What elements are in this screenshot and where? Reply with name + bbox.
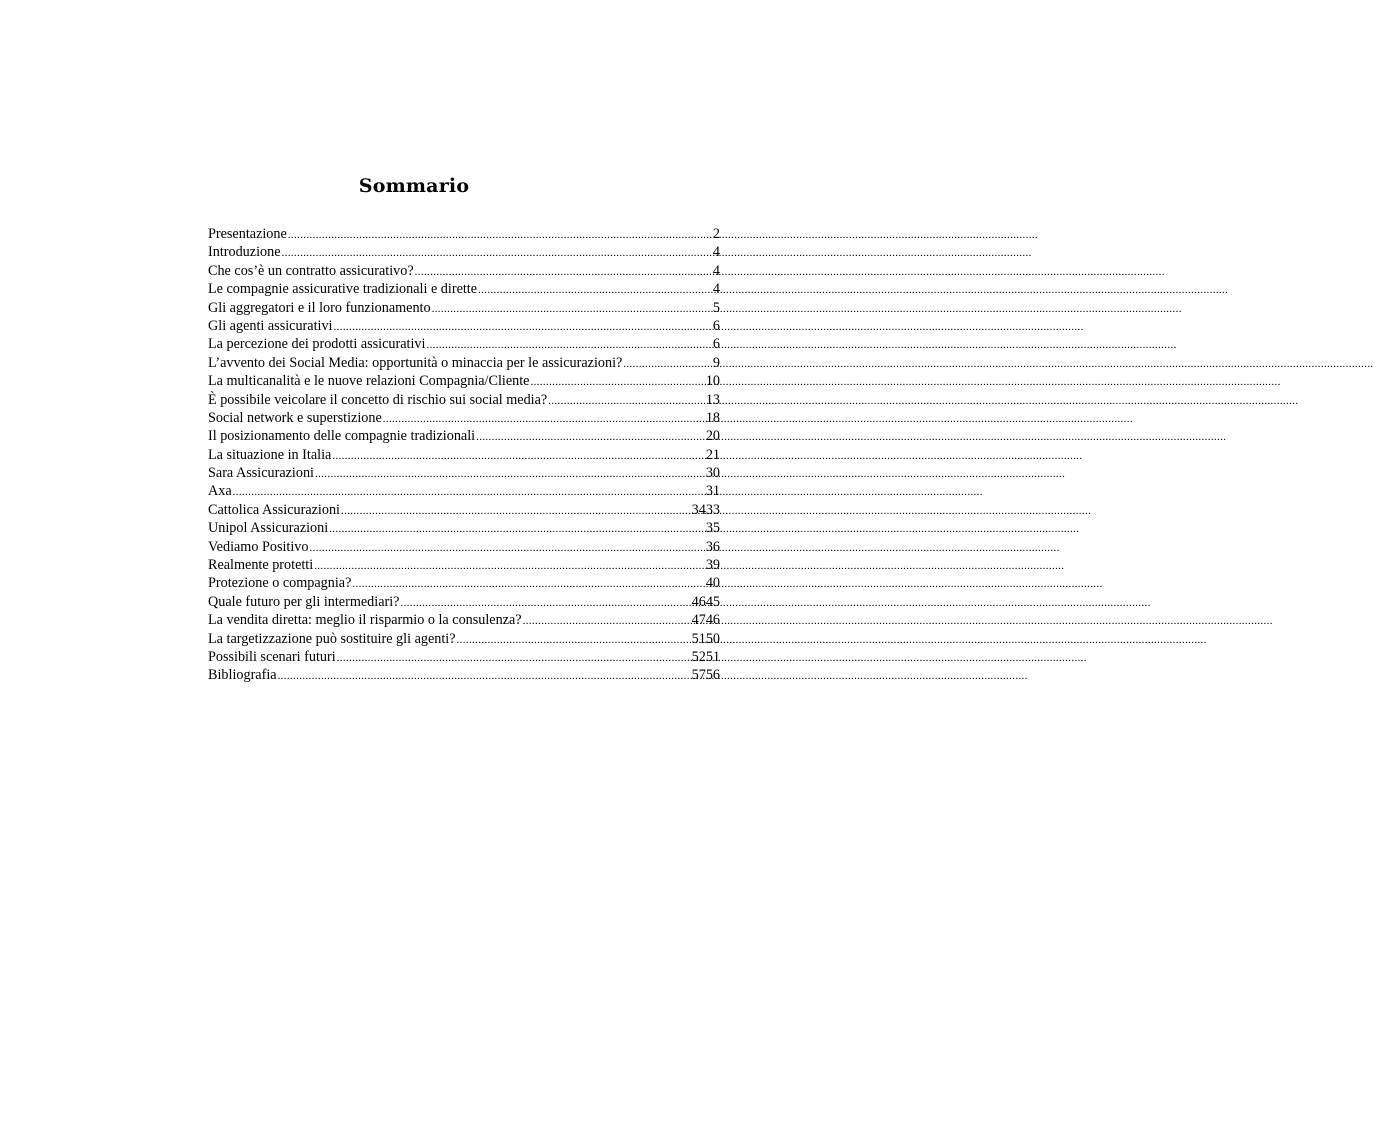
dot-leader: [457, 631, 691, 649]
toc-entry-page: 2: [712, 226, 720, 242]
toc-entry-title: Cattolica Assicurazioni: [208, 501, 340, 518]
dot-leader: [315, 465, 705, 483]
toc-entry-title: Possibili scenari futuri: [208, 648, 336, 665]
toc-entry-page: 21: [705, 446, 720, 463]
dot-leader: [523, 612, 691, 630]
toc-entry-page: 6: [712, 336, 720, 353]
toc-entry[interactable]: [208, 538, 720, 556]
dot-leader: [383, 410, 705, 428]
toc-entry[interactable]: [208, 593, 720, 611]
toc-entry-page: 30: [705, 465, 720, 482]
toc-entry-page: 5756: [691, 667, 720, 684]
toc-entry[interactable]: [208, 280, 720, 298]
toc-entry-title: La percezione dei prodotti assicurativi: [208, 336, 426, 353]
toc-entry-page: 10: [705, 373, 720, 390]
toc-entry-title: È possibile veicolare il concetto di rischio sui social media?: [208, 391, 548, 408]
dot-leader: [334, 318, 712, 336]
toc-entry[interactable]: [208, 372, 720, 390]
toc-entry-title: Sara Assicurazioni: [208, 465, 314, 482]
dot-leader: [548, 392, 705, 410]
toc-entry[interactable]: [208, 409, 720, 427]
toc-entry[interactable]: [208, 630, 720, 648]
toc-entry-page: 4645: [691, 593, 720, 610]
toc-entry-title: Unipol Assicurazioni: [208, 520, 329, 537]
toc-entry-title: La vendita diretta: meglio il risparmio o la consulenza?: [208, 612, 522, 629]
toc-entry-title: Axa: [208, 483, 232, 500]
toc-entry[interactable]: [208, 427, 720, 445]
toc-entry-title: L’avvento dei Social Media: opportunità o minaccia per le assicurazioni?: [208, 354, 623, 371]
dot-leader: [478, 281, 712, 299]
toc-entry[interactable]: [208, 648, 720, 666]
toc-entry-page: 4: [712, 281, 720, 298]
toc-entry[interactable]: [208, 501, 720, 519]
toc-entry-title: Bibliografia: [208, 667, 277, 684]
toc-entry-title: Realmente protetti: [208, 557, 314, 574]
toc-entry-page: 6: [712, 317, 720, 334]
dot-leader: [476, 428, 705, 446]
toc-entry[interactable]: [208, 262, 720, 280]
dot-leader: [426, 336, 711, 354]
table-of-contents: [208, 225, 720, 685]
toc-entry-page: 4746: [691, 612, 720, 629]
toc-entry-title: La multicanalità e le nuove relazioni Compagnia/Cliente: [208, 373, 530, 390]
toc-entry-title: Le compagnie assicurative tradizionali e dirette: [208, 281, 478, 298]
dot-leader: [282, 244, 712, 262]
dot-leader: [530, 373, 704, 391]
toc-entry-page: 5251: [691, 648, 720, 665]
toc-entry[interactable]: [208, 299, 720, 317]
toc-entry-page: 36: [705, 538, 720, 555]
toc-entry[interactable]: [208, 556, 720, 574]
toc-entry-page: 4: [712, 262, 720, 279]
toc-entry-page: 20: [705, 428, 720, 445]
toc-entry[interactable]: [208, 519, 720, 537]
dot-leader: [352, 575, 704, 593]
dot-leader: [288, 226, 712, 244]
dot-leader: [278, 667, 691, 685]
toc-entry-page: 4: [712, 244, 720, 261]
dot-leader: [432, 300, 712, 318]
toc-entry-page: 35: [705, 520, 720, 537]
dot-leader: [329, 520, 705, 538]
toc-entry[interactable]: [208, 666, 720, 684]
page-title: Sommario: [358, 175, 470, 197]
toc-entry-title: Social network e superstizione: [208, 409, 382, 426]
toc-entry[interactable]: [208, 317, 720, 335]
toc-entry[interactable]: [208, 464, 720, 482]
toc-entry-title: La situazione in Italia: [208, 446, 332, 463]
toc-entry-page: 39: [705, 557, 720, 574]
toc-entry[interactable]: [208, 335, 720, 353]
dot-leader: [623, 355, 712, 373]
toc-entry-page: 13: [705, 391, 720, 408]
toc-entry[interactable]: [208, 225, 720, 243]
dot-leader: [415, 263, 712, 281]
toc-entry-title: Introduzione: [208, 244, 281, 261]
toc-entry-page: 40: [705, 575, 720, 592]
toc-entry-title: Quale futuro per gli intermediari?: [208, 593, 400, 610]
toc-entry-page: 9: [712, 354, 720, 371]
toc-entry-title: Che cos’è un contratto assicurativo?: [208, 262, 414, 279]
toc-entry[interactable]: [208, 482, 720, 500]
toc-entry[interactable]: [208, 243, 720, 261]
dot-leader: [314, 557, 705, 575]
toc-entry[interactable]: [208, 446, 720, 464]
toc-entry-title: Presentazione: [208, 226, 287, 242]
toc-entry[interactable]: [208, 391, 720, 409]
dot-leader: [341, 502, 691, 520]
dot-leader: [337, 649, 691, 667]
toc-entry-page: 5150: [691, 630, 720, 647]
toc-entry-title: Gli agenti assicurativi: [208, 317, 333, 334]
toc-entry-page: 3433: [691, 501, 720, 518]
toc-entry[interactable]: [208, 611, 720, 629]
dot-leader: [310, 539, 705, 557]
dot-leader: [332, 447, 705, 465]
toc-entry-title: Gli aggregatori e il loro funzionamento: [208, 299, 431, 316]
toc-entry-page: 5: [712, 299, 720, 316]
toc-entry[interactable]: [208, 354, 720, 372]
dot-leader: [233, 483, 705, 501]
dot-leader: [400, 594, 690, 612]
toc-entry-page: 18: [705, 409, 720, 426]
toc-entry-title: Vediamo Positivo: [208, 538, 309, 555]
toc-entry-title: Protezione o compagnia?: [208, 575, 352, 592]
toc-entry-title: La targetizzazione può sostituire gli agenti?: [208, 630, 456, 647]
toc-entry-page: 31: [705, 483, 720, 500]
toc-entry-title: Il posizionamento delle compagnie tradizionali: [208, 428, 476, 445]
toc-entry[interactable]: [208, 574, 720, 592]
